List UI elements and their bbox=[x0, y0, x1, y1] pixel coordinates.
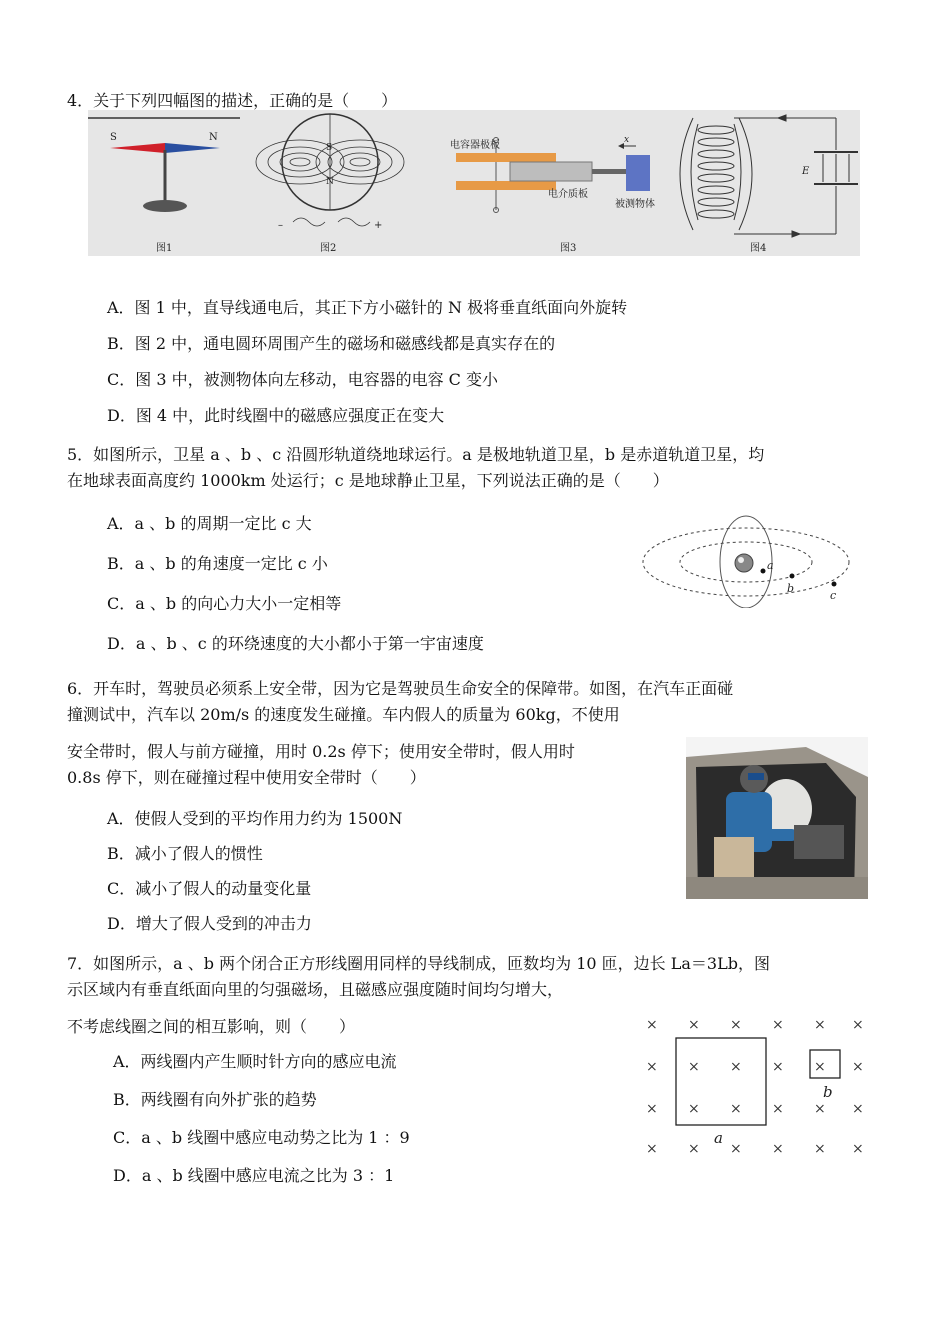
q4-figure bbox=[88, 110, 860, 256]
q5-option-a: A．a 、b 的周期一定比 c 大 bbox=[107, 514, 312, 533]
q6-stem-line2: 撞测试中，汽车以 20m/s 的速度发生碰撞。车内假人的质量为 60kg，不使用 bbox=[67, 705, 620, 724]
satellite-c-icon bbox=[832, 582, 837, 587]
field-cross-mark: × bbox=[730, 1059, 742, 1075]
field-cross-mark: × bbox=[688, 1141, 700, 1156]
field-cross-mark: × bbox=[730, 1101, 742, 1117]
q4-stem: 4．关于下列四幅图的描述，正确的是（ ） bbox=[67, 91, 398, 110]
fig1-n-label: N bbox=[209, 132, 218, 143]
fig2-s-label: S bbox=[326, 143, 333, 153]
field-cross-mark: × bbox=[772, 1141, 784, 1156]
fig2-minus-label: – bbox=[278, 220, 283, 231]
q6-crash-test-photo bbox=[686, 737, 868, 899]
q6-stem-line1: 6．开车时，驾驶员必须系上安全带，因为它是驾驶员生命安全的保障带。如图，在汽车正面碰 bbox=[67, 679, 734, 698]
field-cross-mark: × bbox=[730, 1141, 742, 1156]
q6-option-c: C．减小了假人的动量变化量 bbox=[107, 879, 312, 898]
q5-stem-line2: 在地球表面高度约 1000km 处运行；c 是地球静止卫星，下列说法正确的是（ ） bbox=[67, 471, 669, 490]
coil-b-label: b bbox=[823, 1083, 833, 1101]
field-cross-mark: × bbox=[814, 1101, 826, 1117]
q7-option-d: D．a 、b 线圈中感应电流之比为 3 ：1 bbox=[113, 1166, 395, 1185]
satellite-b-icon bbox=[790, 574, 795, 579]
fig3-caption: 图3 bbox=[560, 243, 577, 254]
coil-a-label: a bbox=[714, 1129, 723, 1147]
q7-option-b: B．两线圈有向外扩张的趋势 bbox=[113, 1090, 317, 1109]
satellite-a-icon bbox=[761, 569, 766, 574]
q7-option-a: A．两线圈内产生顺时针方向的感应电流 bbox=[113, 1052, 397, 1071]
fig2-n-label: N bbox=[326, 177, 334, 187]
q6-option-b: B．减小了假人的惯性 bbox=[107, 844, 263, 863]
field-cross-mark: × bbox=[852, 1059, 864, 1075]
q4-option-b: B．图 2 中，通电圆环周围产生的磁场和磁感线都是真实存在的 bbox=[107, 334, 556, 353]
field-cross-mark: × bbox=[814, 1059, 826, 1075]
field-cross-mark: × bbox=[772, 1101, 784, 1117]
q7-stem-line1: 7．如图所示，a 、b 两个闭合正方形线圈用同样的导线制成，匝数均为 10 匝，边长 La＝3Lb，图 bbox=[67, 954, 770, 973]
fig1-s-label: S bbox=[110, 132, 117, 143]
satellite-a-label: a bbox=[767, 559, 774, 572]
fig2-plus-label: + bbox=[374, 220, 383, 231]
fig1-caption: 图1 bbox=[156, 243, 173, 254]
satellite-b-label: b bbox=[787, 582, 795, 595]
q5-stem-line1: 5．如图所示，卫星 a 、b 、c 沿圆形轨道绕地球运行。a 是极地轨道卫星，b 是赤道轨道卫星，均 bbox=[67, 445, 765, 464]
fig2-caption: 图2 bbox=[320, 243, 337, 254]
q5-option-d: D．a 、b 、c 的环绕速度的大小都小于第一宇宙速度 bbox=[107, 634, 484, 653]
fig3-plate-label: 电容器极板 bbox=[450, 140, 500, 151]
field-cross-mark: × bbox=[772, 1059, 784, 1075]
q6-stem-line4: 0.8s 停下，则在碰撞过程中使用安全带时（ ） bbox=[67, 768, 426, 787]
field-cross-mark: × bbox=[646, 1059, 658, 1075]
earth-icon bbox=[735, 554, 753, 572]
field-cross-mark: × bbox=[814, 1141, 826, 1156]
q7-stem-line3: 不考虑线圈之间的相互影响，则（ ） bbox=[67, 1017, 356, 1036]
q4-option-a: A．图 1 中，直导线通电后，其正下方小磁针的 N 极将垂直纸面向外旋转 bbox=[107, 298, 628, 317]
field-cross-mark: × bbox=[852, 1101, 864, 1117]
field-cross-mark: × bbox=[688, 1017, 700, 1033]
field-cross-mark: × bbox=[688, 1059, 700, 1075]
field-cross-mark: × bbox=[814, 1017, 826, 1033]
q5-option-c: C．a 、b 的向心力大小一定相等 bbox=[107, 594, 342, 613]
field-cross-mark: × bbox=[646, 1017, 658, 1033]
q6-option-d: D．增大了假人受到的冲击力 bbox=[107, 914, 312, 933]
field-cross-mark: × bbox=[646, 1101, 658, 1117]
field-cross-mark: × bbox=[772, 1017, 784, 1033]
q5-orbit-figure bbox=[640, 512, 865, 608]
fig4-e-label: E bbox=[802, 166, 810, 177]
q7-stem-line2: 示区域内有垂直纸面向里的匀强磁场，且磁感应强度随时间均匀增大， bbox=[67, 980, 564, 999]
fig4-caption: 图4 bbox=[750, 243, 767, 254]
q7-magnetic-field-figure bbox=[636, 1006, 872, 1156]
q4-option-d: D．图 4 中，此时线圈中的磁感应强度正在变大 bbox=[107, 406, 445, 425]
q7-option-c: C．a 、b 线圈中感应电动势之比为 1 ：9 bbox=[113, 1128, 410, 1147]
fig3-object-label: 被测物体 bbox=[615, 199, 655, 210]
fig3-x-label: x bbox=[624, 135, 630, 145]
field-cross-mark: × bbox=[688, 1101, 700, 1117]
q6-stem-line3: 安全带时，假人与前方碰撞，用时 0.2s 停下；使用安全带时，假人用时 bbox=[67, 742, 575, 761]
q4-option-c: C．图 3 中，被测物体向左移动，电容器的电容 C 变小 bbox=[107, 370, 499, 389]
field-cross-mark: × bbox=[730, 1017, 742, 1033]
field-cross-mark: × bbox=[852, 1141, 864, 1156]
q5-option-b: B．a 、b 的角速度一定比 c 小 bbox=[107, 554, 328, 573]
field-cross-mark: × bbox=[646, 1141, 658, 1156]
satellite-c-label: c bbox=[830, 589, 837, 602]
field-cross-mark: × bbox=[852, 1017, 864, 1033]
q6-option-a: A．使假人受到的平均作用力约为 1500N bbox=[107, 809, 403, 828]
fig3-dielectric-label: 电介质板 bbox=[548, 189, 588, 200]
